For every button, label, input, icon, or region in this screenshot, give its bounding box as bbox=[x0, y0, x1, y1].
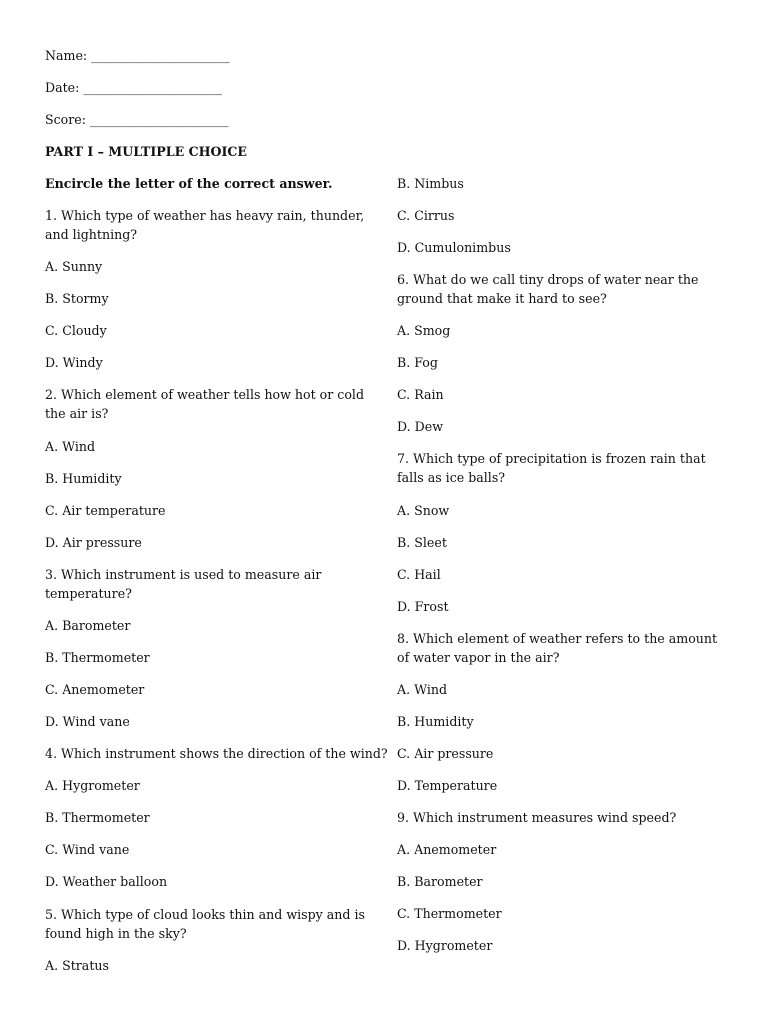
q8-option-c: C. Air pressure bbox=[397, 746, 494, 761]
q8-option-d: D. Temperature bbox=[397, 778, 498, 793]
name-field: Name: ______________________ bbox=[45, 48, 230, 63]
q3-option-c: C. Anemometer bbox=[45, 682, 145, 697]
q4-option-b: B. Thermometer bbox=[45, 810, 150, 825]
q1-option-b: B. Stormy bbox=[45, 291, 109, 306]
question-4: 4. Which instrument shows the direction of the wind? bbox=[45, 746, 388, 761]
question-5: 5. Which type of cloud looks thin and wispy and is found high in the sky? bbox=[45, 907, 365, 941]
q2-option-c: C. Air temperature bbox=[45, 503, 166, 518]
question-9: 9. Which instrument measures wind speed? bbox=[397, 810, 677, 825]
q9-option-b: B. Barometer bbox=[397, 874, 483, 889]
q2-option-d: D. Air pressure bbox=[45, 535, 142, 550]
question-1: 1. Which type of weather has heavy rain, thunder, and lightning? bbox=[45, 208, 365, 242]
q2-option-b: B. Humidity bbox=[45, 471, 122, 486]
instruction: Encircle the letter of the correct answer. bbox=[45, 176, 333, 191]
q4-option-d: D. Weather balloon bbox=[45, 874, 168, 889]
q7-option-d: D. Frost bbox=[397, 599, 449, 614]
q5-option-d: D. Cumulonimbus bbox=[397, 240, 511, 255]
q3-option-b: B. Thermometer bbox=[45, 650, 150, 665]
q4-option-a: A. Hygrometer bbox=[45, 778, 140, 793]
part-title: PART I – MULTIPLE CHOICE bbox=[45, 144, 248, 159]
q5-option-a: A. Stratus bbox=[45, 958, 109, 973]
q1-option-a: A. Sunny bbox=[45, 259, 103, 274]
q5-option-c: C. Cirrus bbox=[397, 208, 455, 223]
question-6: 6. What do we call tiny drops of water near the ground that make it hard to see? bbox=[397, 272, 699, 306]
q6-option-d: D. Dew bbox=[397, 419, 443, 434]
q7-option-b: B. Sleet bbox=[397, 535, 447, 550]
q4-option-c: C. Wind vane bbox=[45, 842, 130, 857]
q5-option-b: B. Nimbus bbox=[397, 176, 464, 191]
q9-option-c: C. Thermometer bbox=[397, 906, 502, 921]
q2-option-a: A. Wind bbox=[45, 439, 96, 454]
q1-option-c: C. Cloudy bbox=[45, 323, 107, 338]
q9-option-d: D. Hygrometer bbox=[397, 938, 493, 953]
q7-option-c: C. Hail bbox=[397, 567, 441, 582]
score-field: Score: ______________________ bbox=[45, 112, 229, 127]
q9-option-a: A. Anemometer bbox=[397, 842, 497, 857]
q8-option-b: B. Humidity bbox=[397, 714, 474, 729]
q1-option-d: D. Windy bbox=[45, 355, 103, 370]
q6-option-c: C. Rain bbox=[397, 387, 444, 402]
question-2: 2. Which element of weather tells how hot or cold the air is? bbox=[45, 387, 365, 421]
date-field: Date: ______________________ bbox=[45, 80, 222, 95]
q3-option-a: A. Barometer bbox=[45, 618, 131, 633]
question-8: 8. Which element of weather refers to the amount of water vapor in the air? bbox=[397, 631, 718, 665]
question-7: 7. Which type of precipitation is frozen rain that falls as ice balls? bbox=[397, 451, 706, 485]
q6-option-a: A. Smog bbox=[397, 323, 451, 338]
q3-option-d: D. Wind vane bbox=[45, 714, 130, 729]
q8-option-a: A. Wind bbox=[397, 682, 448, 697]
q6-option-b: B. Fog bbox=[397, 355, 438, 370]
question-3: 3. Which instrument is used to measure air temperature? bbox=[45, 567, 322, 601]
q7-option-a: A. Snow bbox=[397, 503, 450, 518]
